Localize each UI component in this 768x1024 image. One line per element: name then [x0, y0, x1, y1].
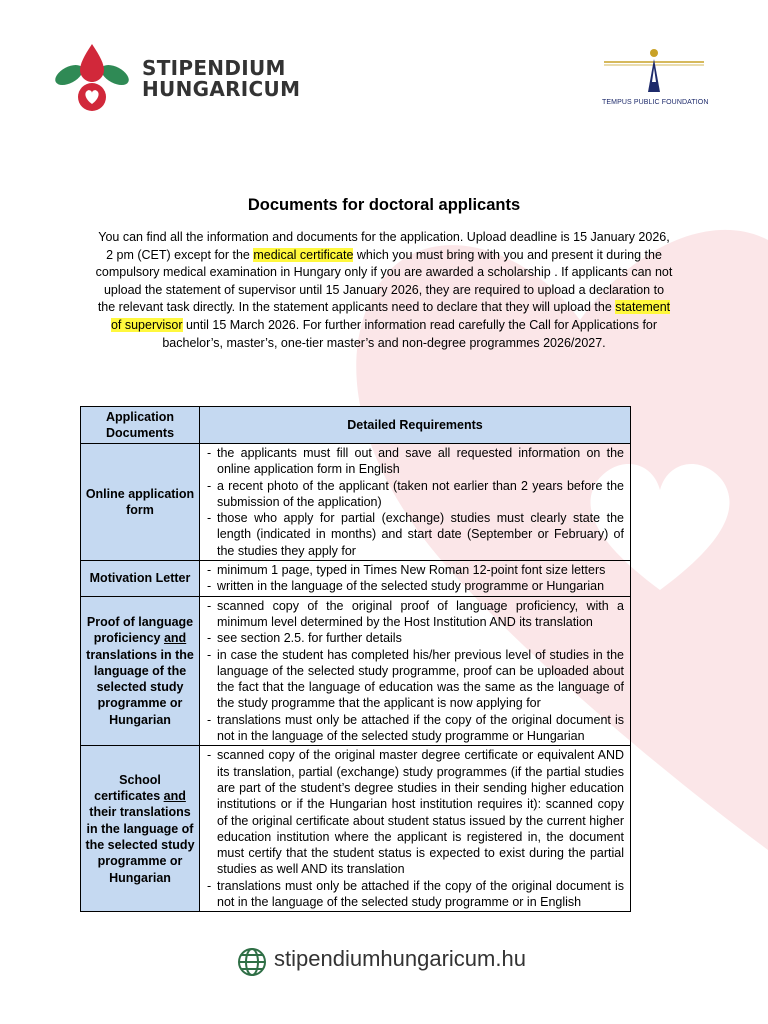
intro-paragraph: You can find all the information and documents for the application. Upload deadline is 15 January 2026, 2 pm (CET) except for the medical certificate which you must bring with you and present it during the compulsory medical examination in Hungary only if you are awarded a scholarship . If applicants can not upload the statement of supervisor until 15 January 2026, they are required to upload a declaration to the relevant task directly. In the statement applicants need to declare that they will upload the statement of supervisor until 15 March 2026. For further information read carefully the Call for Applications for bachelor’s, master’s, one-tier master’s and non-degree programmes 2026/2027.	[95, 230, 673, 350]
header-detailed-requirements: Detailed Requirements	[200, 407, 631, 444]
table-row	[81, 444, 631, 561]
requirement-item: - in case the student has completed his/her previous level of studies in the language of the selected study programme, proof can be uploaded about the fact that the language of education was the same as the language of the study programme that the applicant is now applying for	[204, 647, 624, 712]
row-label: Proof of language proficiency and translations in the language of the selected study programme or Hungarian	[81, 596, 200, 746]
table-row	[81, 746, 631, 912]
row-requirements	[200, 444, 631, 561]
table-row	[81, 596, 631, 746]
requirement-item: - scanned copy of the original proof of language proficiency, with a minimum level determined by the Host Institution AND its translation	[204, 598, 624, 631]
brand-name: STIPENDIUM HUNGARICUM	[142, 56, 301, 101]
row-label: Online application form	[81, 444, 200, 561]
page-header	[0, 0, 768, 130]
header-application-documents: Application Documents	[81, 407, 200, 444]
row-requirements	[200, 596, 631, 746]
row-requirements	[200, 561, 631, 597]
tempus-public-foundation-logo-icon	[600, 46, 710, 94]
requirement-item: - minimum 1 page, typed in Times New Roman 12-point font size letters	[204, 562, 624, 578]
row-label: Motivation Letter	[81, 561, 200, 597]
requirement-item: - translations must only be attached if the copy of the original document is not in the language of the selected study programme or Hungarian	[204, 712, 624, 745]
requirement-item: - see section 2.5. for further details	[204, 630, 624, 646]
highlight-statement-of-supervisor: statement of supervisor	[110, 300, 671, 332]
tempus-foundation-name: TEMPUS PUBLIC FOUNDATION	[602, 99, 709, 106]
page-footer	[0, 944, 768, 980]
requirement-item: - translations must only be attached if the copy of the original document is not in the language of the selected study programme or in English	[204, 878, 624, 911]
globe-icon	[236, 946, 268, 978]
page-title: Documents for doctoral applicants	[247, 196, 521, 214]
requirements-table	[80, 406, 631, 912]
table-row	[81, 561, 631, 597]
row-label: School certificates and their translations in the language of the selected study programme or Hungarian	[81, 746, 200, 912]
requirement-item: - the applicants must fill out and save all requested information on the online application form in English	[204, 445, 624, 478]
requirement-item: - scanned copy of the original master degree certificate or equivalent AND its translation, partial (exchange) study programmes (if the partial studies are part of the student’s degree studies in their sending higher education institutions or if the Hungarian host institution requires it): scanned copy of the original certificate about student status issued by the current higher education institution where the applicant is registered in, the document must certify that the student status is expected to exist during the partial studies as well AND its translation	[204, 747, 624, 877]
requirement-item: - those who apply for partial (exchange) studies must clearly state the length (indicated in months) and start date (September or February) of the studies they apply for	[204, 510, 624, 559]
table-header-row	[81, 407, 631, 444]
row-requirements	[200, 746, 631, 912]
highlight-medical-certificate: medical certificate	[253, 247, 354, 262]
requirement-item: - a recent photo of the applicant (taken not earlier than 2 years before the submission of the application)	[204, 478, 624, 511]
website-link[interactable]: stipendiumhungaricum.hu	[274, 946, 526, 971]
requirement-item: - written in the language of the selected study programme or Hungarian	[204, 578, 624, 594]
stipendium-hungaricum-logo-icon	[52, 42, 132, 114]
